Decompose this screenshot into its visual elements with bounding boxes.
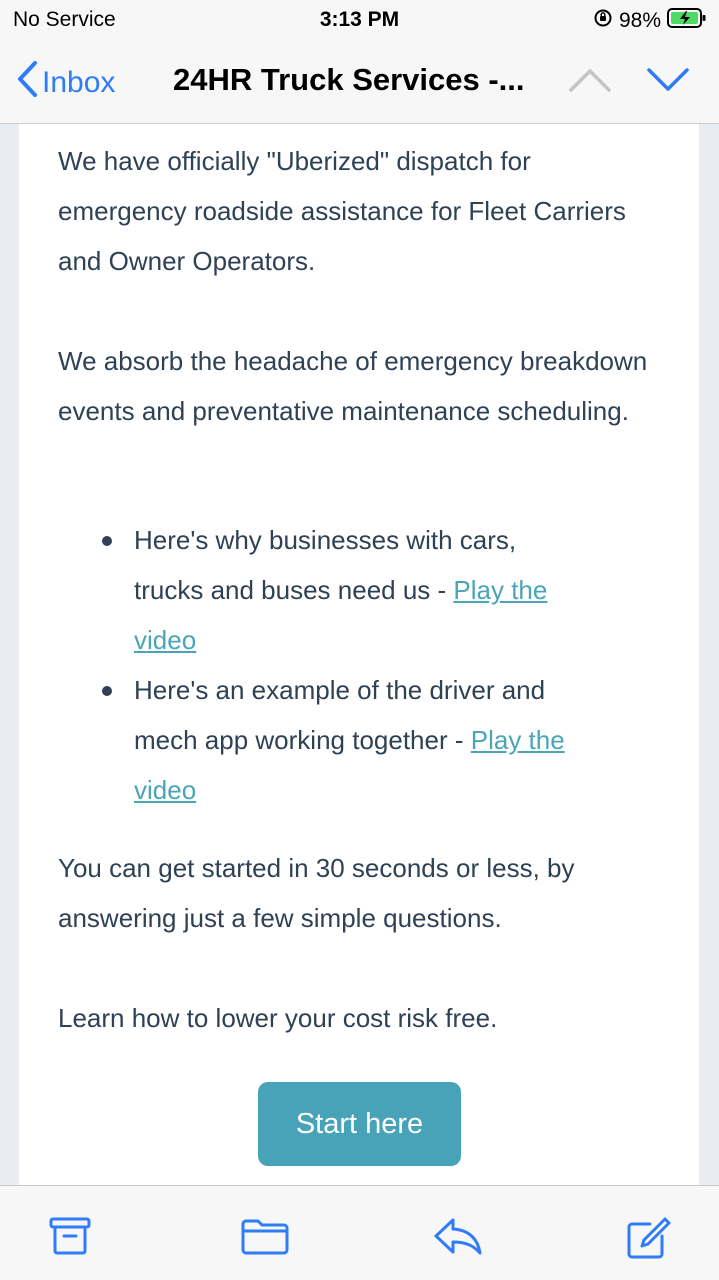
orientation-lock-icon xyxy=(593,8,613,34)
bullet-dot xyxy=(102,536,112,546)
bullet-dot xyxy=(102,686,112,696)
chevron-down-icon xyxy=(646,66,690,94)
start-here-button[interactable]: Start here xyxy=(258,1082,461,1166)
email-body xyxy=(19,124,699,1185)
status-bar xyxy=(0,0,719,40)
play-video-link[interactable]: Play the video xyxy=(134,725,565,805)
carrier-label: No Service xyxy=(13,8,116,31)
back-to-inbox-button[interactable] xyxy=(16,60,115,106)
reply-icon[interactable] xyxy=(433,1216,483,1261)
bottom-toolbar xyxy=(0,1185,719,1280)
bullet-text: Here's an example of the driver and mech app working together - xyxy=(134,675,546,755)
paragraph-learn: Learn how to lower your cost risk free. xyxy=(58,1003,498,1033)
battery-charging-icon xyxy=(667,7,707,35)
paragraph-uberized: We have officially "Uberized" dispatch for emergency roadside assistance for Fleet Carriers and Owner Operators. xyxy=(58,146,626,276)
email-subject-title: 24HR Truck Services -... xyxy=(173,62,525,97)
back-label: Inbox xyxy=(42,66,116,99)
navigation-bar xyxy=(0,40,719,124)
chevron-up-icon xyxy=(568,66,612,94)
bullet-text: Here's why businesses with cars, trucks and buses need us - xyxy=(134,525,517,605)
bullet-item-driver-app xyxy=(134,665,584,815)
battery-percent: 98% xyxy=(618,9,661,32)
next-message-button[interactable] xyxy=(646,66,690,99)
folder-icon[interactable] xyxy=(240,1216,290,1261)
bullet-item-businesses xyxy=(134,515,584,665)
compose-icon[interactable] xyxy=(626,1216,672,1265)
play-video-link[interactable]: Play the video xyxy=(134,575,548,655)
archive-icon[interactable] xyxy=(48,1216,92,1261)
chevron-left-icon xyxy=(16,60,38,106)
clock: 3:13 PM xyxy=(319,8,400,31)
paragraph-get-started: You can get started in 30 seconds or less, by answering just a few simple questions. xyxy=(58,853,575,933)
status-indicators xyxy=(593,7,707,35)
previous-message-button[interactable] xyxy=(568,66,612,99)
paragraph-headache: We absorb the headache of emergency breakdown events and preventative maintenance scheduling. xyxy=(58,346,648,426)
